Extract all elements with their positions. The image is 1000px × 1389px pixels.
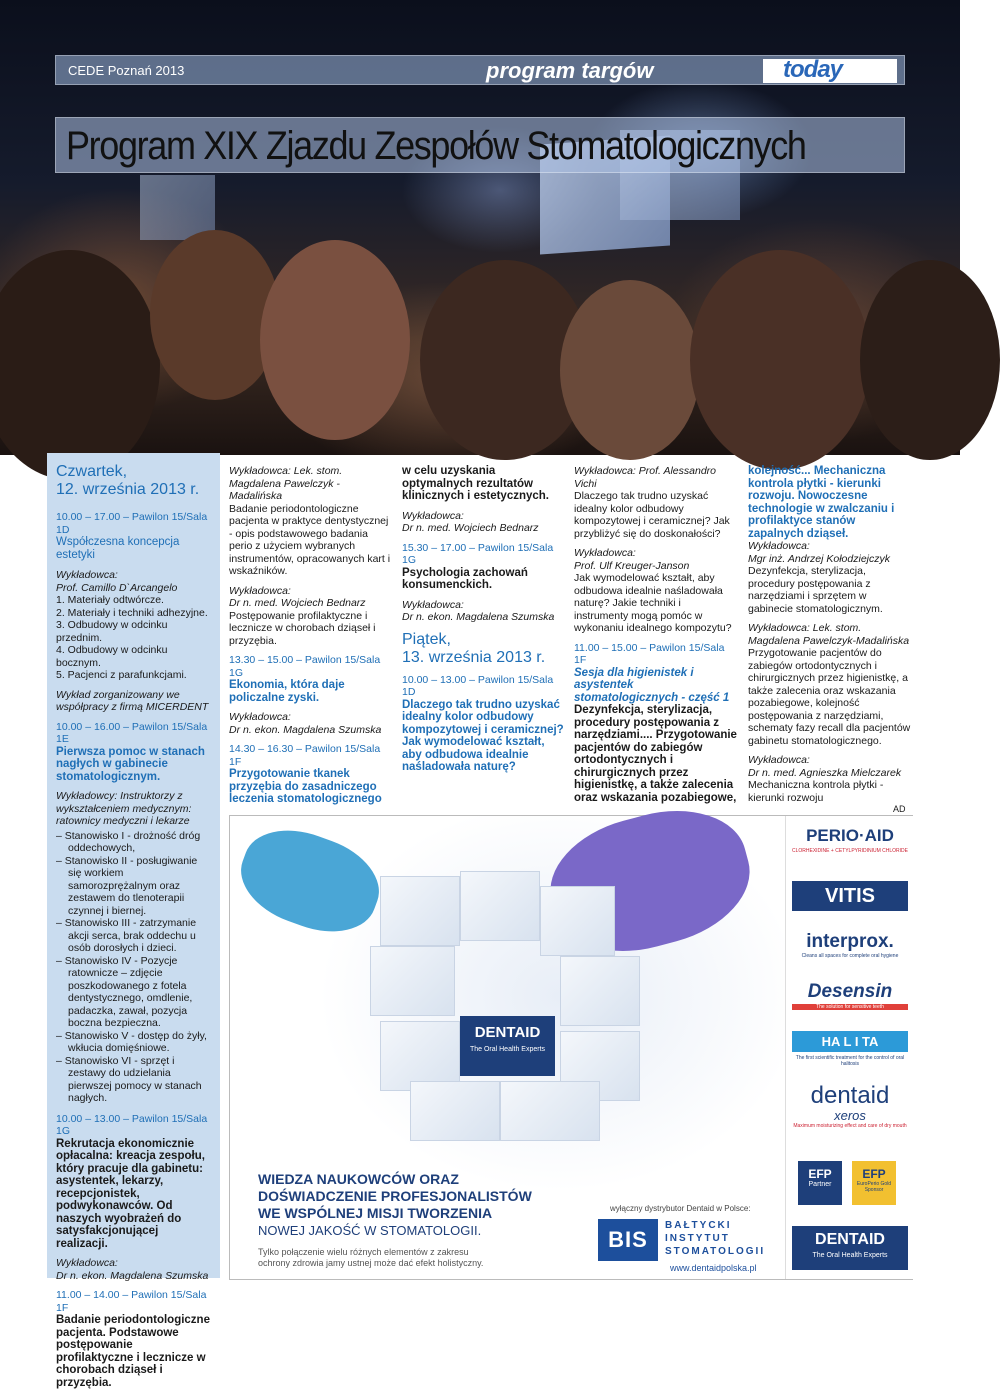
lecturer-name: Dr n. med. Agnieszka Mielczarek — [748, 766, 902, 779]
session-time: 10.00 – 13.00 – Pawilon 15/Sala 1D — [402, 673, 554, 698]
dentaid-cube-logo: DENTAID The Oral Health Experts — [460, 1016, 555, 1076]
session-title: Przygotowanie tkanek przyzębia do zasadniczego leczenia stomatologicznego — [229, 768, 382, 805]
lecturer-name: Dr n. ekon. Magdalena Szumska — [56, 1269, 209, 1282]
list-item: 4. Odbudowy w odcinku bocznym. — [56, 644, 168, 669]
lecturer-name: Dr n. med. Wojciech Bednarz — [402, 522, 539, 534]
session-title: Dlaczego tak trudno uzyskać idealny kolor odbudowy kompozytowej i ceramicznej? Jak wymodelować kształt, aby odbudowa idealnie naśladowała naturę? — [402, 698, 564, 773]
list-item: – Stanowisko III - zatrzymanie akcji serca, brak oddechu u osób dorosłych i dzieci. — [56, 917, 197, 954]
session-subtitle: Sesja dla higienistek i asystentek stomatologicznych - część 1 — [574, 666, 730, 704]
page-number: 7 — [877, 58, 891, 83]
session-title: Badanie periodontologiczne pacjenta. Podstawowe postępowanie profilaktyczne i lecznicze w chorobach dziąseł i przyzębia. — [56, 1314, 210, 1389]
session-title: Pierwsza pomoc w stanach nagłych w gabinecie stomatologicznym. — [56, 745, 205, 783]
photo-cube — [370, 946, 455, 1016]
desensin-logo: Desensin The solution for sensitive teeth — [792, 981, 908, 1010]
lecturer-label: Wykładowca: — [402, 598, 464, 611]
bis-name: BAŁTYCKI INSTYTUT STOMATOLOGII — [665, 1220, 766, 1257]
website-link[interactable]: www.dentaidpolska.pl — [670, 1263, 757, 1273]
dentaid-xeros-logo: dentaid xeros Maximum moisturizing effect and care of dry mouth — [793, 1082, 907, 1129]
efp-logos: EFP Partner EFP EuroPerio Gold Sponsor — [792, 1161, 908, 1209]
day-heading: Piątek, — [402, 630, 451, 648]
lecturer-name: Prof. Ulf Kreuger-Janson — [574, 559, 690, 572]
session-time: 10.00 – 16.00 – Pawilon 15/Sala 1E — [56, 720, 208, 745]
session-time: 10.00 – 17.00 – Pawilon 15/Sala 1D — [56, 511, 208, 536]
session-note: Wykład zorganizowany we współpracy z firmą MICERDENT — [56, 688, 209, 713]
session-title: Współczesna koncepcja estetyki — [56, 536, 180, 561]
lecturer-name: Prof. Camillo D`Arcangelo — [56, 581, 178, 594]
session-title-cont: kolejność... Mechaniczna kontrola płytki - kierunki rozwoju. Nowoczesne technologie w zwalczaniu i profilaktyce stanów zapalnych dziąseł. — [748, 465, 895, 540]
halita-logo: HA L I TA The first scientific treatment for the control of oral halitosis — [792, 1031, 908, 1067]
publication-label: CEDE Poznań 2013 — [68, 63, 185, 78]
lecture-text: Dlaczego tak trudno uzyskać idealny kolor odbudowy kompozytowej i ceramicznej? Jak przybliżyć się do doskonałości? — [574, 490, 730, 540]
ad-slogan: WIEDZA NAUKOWCÓW ORAZ DOŚWIADCZENIE PROFESJONALISTÓW WE WSPÓLNEJ MISJI TWORZENIA NOWEJ JAKOŚĆ W STOMATOLOGII. Tylko połączenie wielu różnych elementów z zakresu ochrony zdrowia jamy ustnej może dać efekt holistyczny. — [258, 1171, 532, 1268]
date-heading: 13. września 2013 r. — [402, 648, 546, 666]
lecturer-label: Wykładowca: — [56, 1257, 118, 1269]
lecturer-label: Wykładowca: — [574, 547, 636, 559]
photo-cube — [460, 871, 540, 941]
list-item: 5. Pacjenci z parafunkcjami. — [56, 669, 187, 681]
lecturer-name: Wykładowcy: Instruktorzy z wykształceniem medycznym: ratownicy medyczni i lekarze — [56, 790, 192, 827]
today-logo: today — [763, 59, 897, 83]
list-item: – Stanowisko II - posługiwanie się workiem samorozprężalnym oraz zestawem do tlenoterapii czynnej i biernej. — [56, 854, 198, 917]
lecturer-label: Wykładowca: — [229, 711, 291, 723]
lecturer-label: Wykładowca: — [748, 540, 810, 552]
day-heading: Czwartek, — [56, 463, 128, 480]
interprox-logo: interprox. Cleans all spaces for complete oral hygiene — [801, 931, 899, 959]
column-4 — [574, 465, 737, 804]
lecturer-label: Wykładowca: — [56, 569, 118, 581]
column-1 — [47, 453, 220, 1389]
title-bar — [55, 117, 905, 173]
photo-cube — [410, 1081, 500, 1141]
header-bar — [55, 55, 905, 85]
vitis-logo: VITIS — [792, 881, 908, 911]
page-title: Program XIX Zjazdu Zespołów Stomatologicznych — [66, 124, 806, 168]
brand-column — [785, 816, 913, 1279]
session-time: 14.30 – 16.30 – Pawilon 15/Sala 1F — [229, 743, 381, 768]
lecturer-name: Dr n. ekon. Magdalena Szumska — [402, 611, 555, 623]
lecture-text: Mechaniczna kontrola płytki - kierunki rozwoju — [748, 779, 884, 804]
photo-cube — [500, 1081, 600, 1141]
date-heading: 12. września 2013 r. — [56, 481, 200, 498]
lecture-text: Dezynfekcja, sterylizacja, procedury postępowania z narzędziami i sprzętem w gabinecie stomatologicznym. — [748, 565, 883, 615]
lecture-text: Postępowanie profilaktyczne i lecznicze w chorobach dziąseł i przyzębia. — [229, 609, 376, 647]
column-5 — [748, 465, 911, 804]
ad-label: AD — [893, 804, 906, 814]
conference-photo — [0, 0, 960, 455]
dentaid-logo-bottom: DENTAID The Oral Health Experts — [792, 1226, 908, 1270]
session-time: 10.00 – 13.00 – Pawilon 15/Sala 1G — [56, 1112, 208, 1137]
lecture-text: Jak wymodelować kształt, aby odbudowa idealnie naśladowała naturę? Jakie techniki i instrumenty mogą pomóc w wykonaniu idealnego kompozytu? — [574, 572, 732, 634]
lecturer-name: Wykładowca: Lek. stom. Magdalena Pawelczyk - Madalińska — [229, 465, 343, 502]
perio-aid-logo: PERIO·AID CLORHEXIDINE + CETYLPYRIDINIUM CHLORIDE — [792, 826, 908, 854]
lecture-text: Badanie periodontologiczne pacjenta w praktyce dentystycznej - opis podstawowego badania perio z użyciem wybranych instrumentów, opracowanych kart i wskaźników. — [229, 502, 391, 577]
session-time: 15.30 – 17.00 – Pawilon 15/Sala 1G — [402, 541, 554, 566]
column-3 — [402, 465, 565, 774]
lecturer-name: Wykładowca: Lek. stom. Magdalena Pawelczyk-Madalińska — [748, 622, 910, 647]
bis-logo: BIS — [598, 1219, 658, 1261]
lecturer-name: Wykładowca: Prof. Alessandro Vichi — [574, 465, 717, 490]
list-item: – Stanowisko IV - Pozycje ratownicze – zdjęcie poszkodowanego z fotela dentystycznego, omdlenie, padaczka, zawał, pozycja boczna bezpieczna. — [56, 954, 193, 1029]
lecturer-label: Wykładowca: — [229, 584, 291, 597]
list-item: 1. Materiały odtwórcze. — [56, 594, 164, 606]
lecturer-name: Dr n. med. Wojciech Bednarz — [229, 597, 366, 609]
topic-list — [56, 594, 212, 682]
distributor-label: wyłączny dystrybutor Dentaid w Polsce: — [610, 1204, 751, 1213]
lecturer-label: Wykładowca: — [748, 754, 810, 766]
session-title: Ekonomia, która daje policzalne zyski. — [229, 679, 345, 704]
dentaid-advertisement — [229, 815, 913, 1280]
station-list — [56, 830, 212, 1105]
list-item: – Stanowisko VI - sprzęt i zestawy do udzielania pierwszej pomocy w stanach nagłych. — [56, 1054, 202, 1104]
session-time: 11.00 – 14.00 – Pawilon 15/Sala 1F — [56, 1289, 207, 1314]
list-item: – Stanowisko V - dostęp do żyły, wkłucia domięśniowe. — [56, 1029, 207, 1054]
lecture-text: Przygotowanie pacjentów do zabiegów ortodontycznych i chirurgicznych przez higienistkę, a także zalecenia oraz wskazania pozabiegowe, kolejność postępowania z narzędziami, schematy fazy recall dla pacjentów gabinetu stomatologicznego. — [748, 647, 911, 747]
session-time: 11.00 – 15.00 – Pawilon 15/Sala 1F — [574, 641, 725, 666]
photo-cube — [560, 956, 640, 1026]
list-item: – Stanowisko I - drożność dróg oddechowych, — [56, 829, 201, 854]
photo-cube — [540, 886, 615, 956]
lecturer-name: Mgr inż. Andrzej Kołodziejczyk — [748, 552, 890, 565]
section-title: program targów — [486, 58, 654, 83]
glove-left — [229, 815, 391, 947]
list-item: 2. Materiały i techniki adhezyjne. — [56, 606, 208, 619]
session-title-cont: w celu uzyskania optymalnych rezultatów klinicznych i estetycznych. — [402, 465, 550, 502]
session-title: Psychologia zachowań konsumenckich. — [402, 566, 528, 591]
session-title: Rekrutacja ekonomicznie opłacalna: kreacja zespołu, który pracuje dla gabinetu: asystentek, lekarzy, recepcjonistek, podwykonawców. Od naszych wyobrażeń do satysfakcjonującej realizacji. — [56, 1137, 205, 1250]
lecturer-label: Wykładowca: — [402, 509, 464, 522]
session-time: 13.30 – 15.00 – Pawilon 15/Sala 1G — [229, 654, 381, 679]
photo-cube — [380, 876, 460, 946]
column-2 — [229, 465, 392, 806]
session-title: Dezynfekcja, sterylizacja, procedury postępowania z narzędziami.... Przygotowanie pacjentów do zabiegów ortodontycznych i chirurgicznych przez higienistkę, a także zalecenia oraz wskazania pozabiegowe, — [574, 704, 737, 804]
lecturer-name: Dr n. ekon. Magdalena Szumska — [229, 723, 382, 736]
list-item: 3. Odbudowy w odcinku przednim. — [56, 619, 168, 644]
